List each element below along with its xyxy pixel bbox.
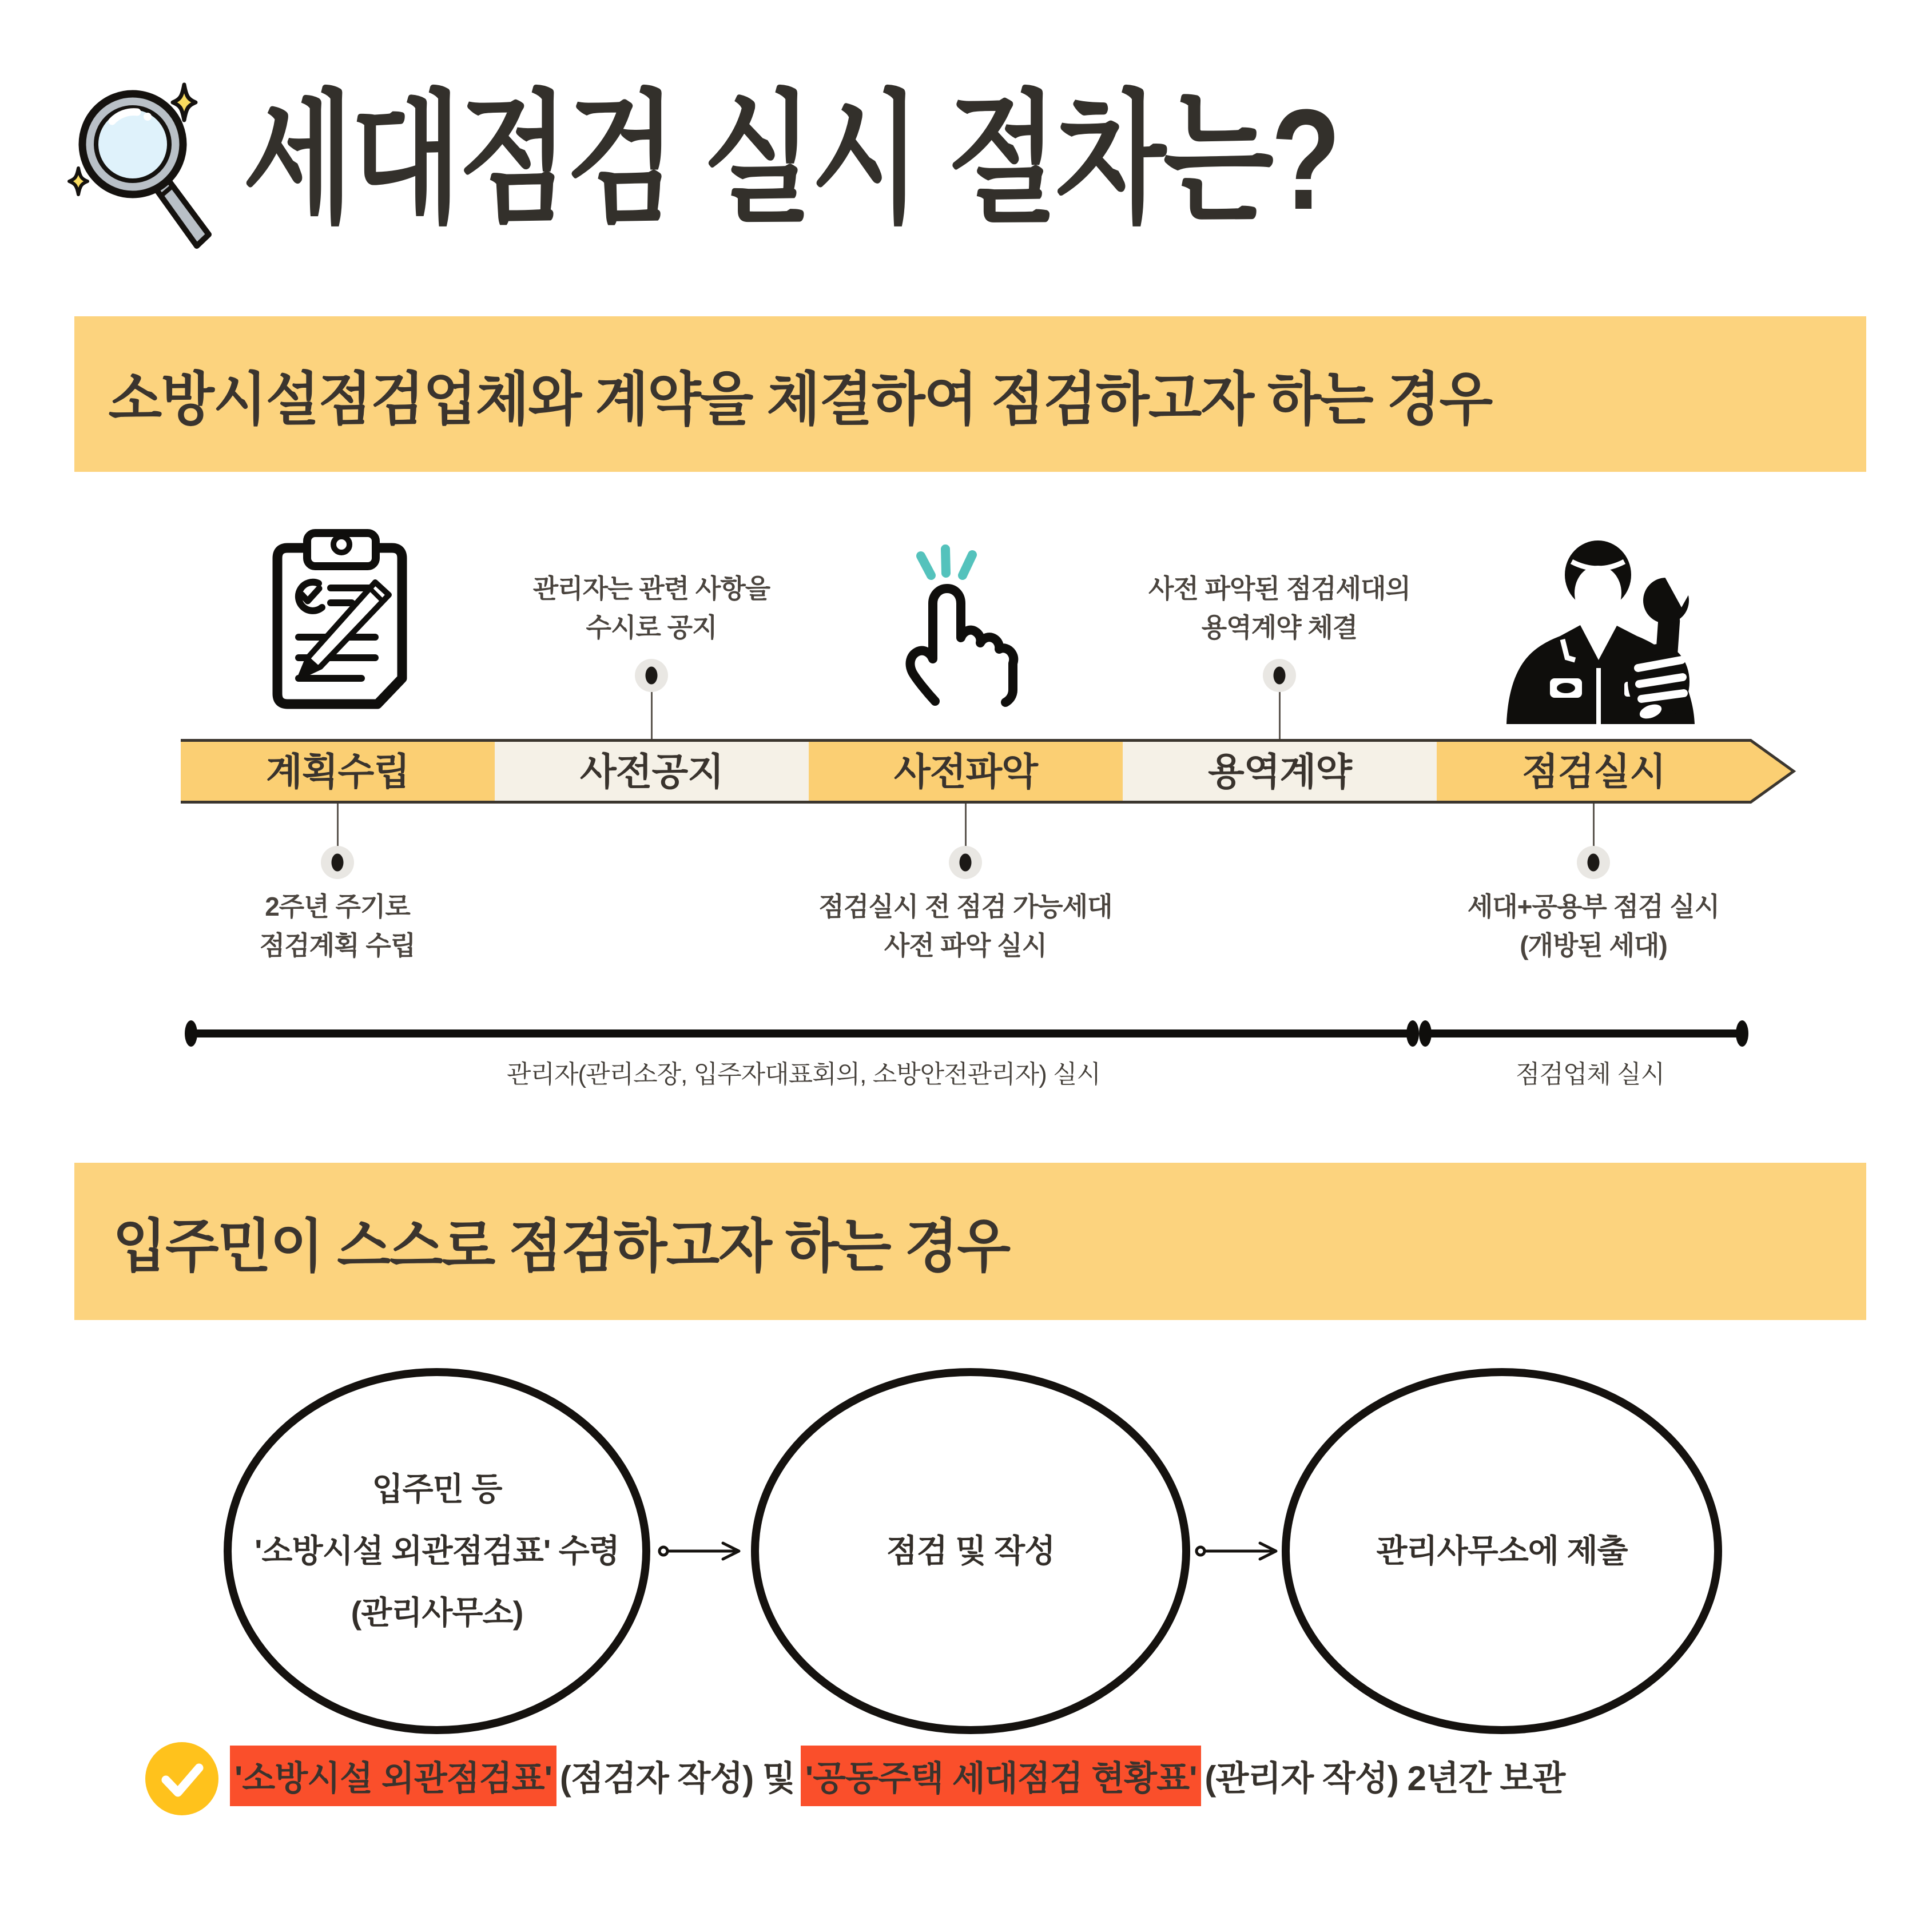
page-title: 세대점검 실시 절차는? (243, 79, 1338, 239)
note-line: 사전 파악된 점검세대의 (1148, 574, 1410, 603)
bracket-label-manager: 관리자(관리소장, 입주자대표회의, 소방안전관리자) 실시 (506, 1060, 1101, 1088)
footnote-highlight-status-table: '공동주택 세대점검 현황표' (801, 1746, 1201, 1806)
flow-circle-inspect-write (751, 1368, 1190, 1734)
timeline-dot (1577, 846, 1610, 879)
note-line: 2주년 주기로 (265, 892, 410, 921)
tap-hand-icon (881, 532, 1064, 721)
oval-line: (관리사무소) (351, 1595, 523, 1631)
timeline-dot (1263, 659, 1296, 692)
footnote (230, 1751, 1565, 1801)
bracket-label-agency: 점검업체 실시 (1515, 1060, 1665, 1088)
check-circle-icon (144, 1741, 220, 1816)
flow-arrow-icon (1195, 1539, 1282, 1564)
repairman-wrench-icon (1487, 515, 1716, 732)
banner-contract-case (74, 316, 1866, 472)
responsibility-bracket (183, 1015, 1750, 1052)
note-line: 수시로 공지 (586, 613, 717, 642)
oval-line: 점검 및 작성 (886, 1533, 1055, 1569)
note-above-prior-notice (417, 569, 886, 647)
step-plan: 계획수립 (265, 750, 410, 793)
footnote-text: (관리자 작성) 2년간 보관 (1204, 1759, 1565, 1798)
note-line: 용역계약 체결 (1201, 613, 1358, 642)
banner-self-case-text: 입주민이 스스로 점검하고자 하는 경우 (113, 1215, 1010, 1279)
note-line: (개방된 세대) (1520, 931, 1667, 960)
note-above-service-contract (1045, 569, 1514, 647)
timeline-dot (949, 846, 982, 879)
note-line: 점검계획 수립 (259, 931, 416, 960)
step-prior-survey: 사전파악 (893, 750, 1038, 793)
footnote-text: (점검자 작성) 및 (559, 1759, 795, 1798)
step-inspection: 점검실시 (1521, 750, 1666, 793)
note-below-plan (103, 887, 572, 965)
clipboard-pencil-icon (263, 526, 423, 715)
timeline-dot (321, 846, 354, 879)
flow-circle-receive-form (224, 1368, 650, 1734)
timeline-dot (635, 659, 668, 692)
note-line: 세대+공용부 점검 실시 (1467, 892, 1720, 921)
note-below-inspection (1359, 887, 1828, 965)
banner-contract-case-text: 소방시설점검업체와 계약을 체결하여 점검하고자 하는 경우 (108, 367, 1492, 432)
oval-line: '소방시설 외관점검표' 수령 (255, 1533, 619, 1569)
note-line: 점검실시 전 점검 가능세대 (818, 892, 1112, 921)
step-contract: 용역계약 (1207, 750, 1352, 793)
banner-self-case (74, 1163, 1866, 1320)
flow-circle-submit (1282, 1368, 1722, 1734)
oval-line: 관리사무소에 제출 (1376, 1533, 1628, 1569)
note-below-prior-survey (731, 887, 1200, 965)
note-line: 관리자는 관련 사항을 (532, 574, 770, 603)
flow-arrow-icon (658, 1539, 745, 1564)
step-prior-notice: 사전공지 (579, 750, 724, 793)
oval-line: 입주민 등 (372, 1471, 502, 1507)
note-line: 사전 파악 실시 (884, 931, 1047, 960)
footnote-highlight-exterior-checklist: '소방시설 외관점검표' (230, 1746, 556, 1806)
